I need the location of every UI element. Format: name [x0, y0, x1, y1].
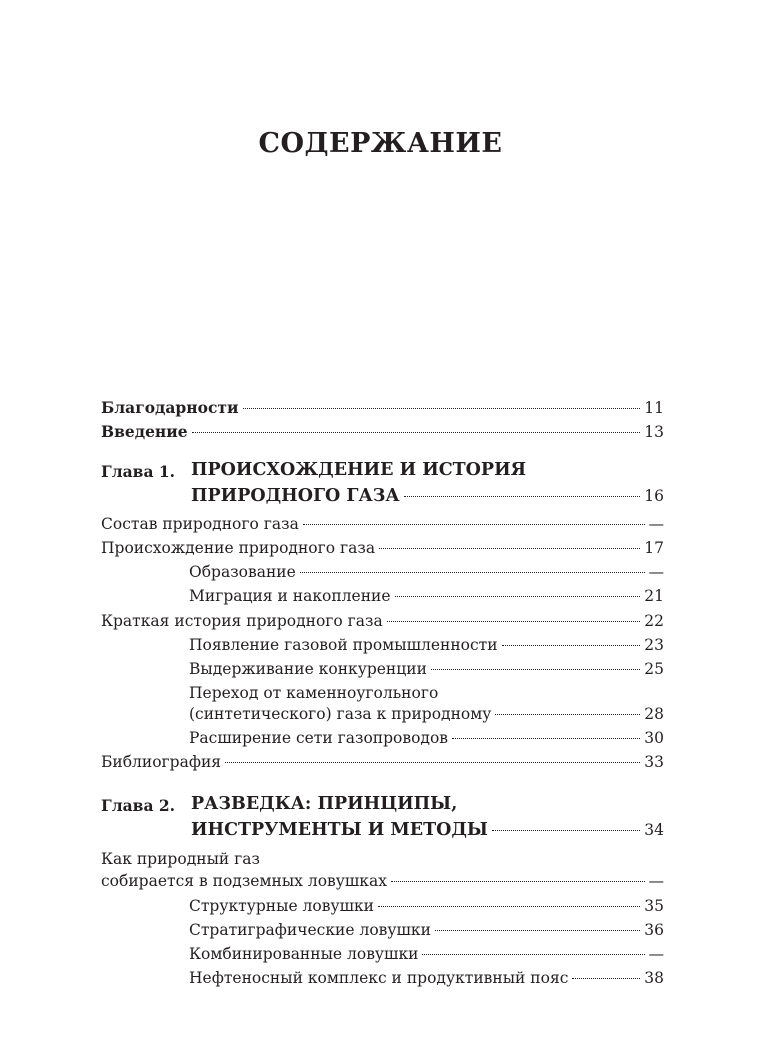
toc-entry-label: Библиография: [101, 753, 222, 771]
toc-entry-label: Введение: [101, 422, 188, 441]
dot-leader: [192, 431, 641, 433]
dot-leader: [572, 977, 640, 979]
toc-subentry[interactable]: [189, 966, 664, 990]
dot-leader: [379, 547, 640, 549]
toc-entry-label: Комбинированные ловушки: [189, 945, 419, 963]
dot-leader: [391, 880, 645, 882]
dot-leader: [225, 761, 640, 763]
toc-entry-label: Структурные ловушки: [189, 897, 375, 915]
dot-leader: [435, 929, 640, 931]
toc-subentry[interactable]: [189, 633, 664, 657]
toc-entry-label: Стратиграфические ловушки: [189, 921, 431, 939]
toc-entry-page: 25: [644, 660, 664, 678]
dot-leader: [378, 905, 640, 907]
toc-entry-chapter-2[interactable]: [191, 818, 664, 842]
toc-entry-label: Расширение сети газопроводов: [189, 729, 449, 747]
dot-leader: [431, 668, 640, 670]
toc-entry-page: —: [648, 563, 664, 581]
toc-entry[interactable]: [101, 536, 664, 560]
toc-entry-label: Миграция и накопление: [189, 587, 391, 605]
toc-entry-label-line: Как природный газ: [101, 850, 260, 868]
toc-subentry[interactable]: [189, 726, 664, 750]
dot-leader: [452, 737, 640, 739]
toc-entry-introduction[interactable]: [101, 420, 664, 444]
toc-subentry[interactable]: [189, 560, 664, 584]
toc-subentry[interactable]: [189, 894, 664, 918]
dot-leader: [502, 644, 641, 646]
toc-entry-page: 16: [644, 487, 664, 505]
toc-entry-label: (синтетического) газа к природному: [189, 705, 492, 723]
toc-entry-page: 13: [644, 423, 664, 441]
toc-entry-label: Краткая история природного газа: [101, 612, 383, 630]
toc-entry-page: 28: [644, 705, 664, 723]
toc-entry-page: —: [648, 945, 664, 963]
chapter-number: Глава 2.: [101, 796, 176, 815]
toc-entry[interactable]: [101, 609, 664, 633]
toc-subentry[interactable]: [189, 657, 664, 681]
dot-leader: [404, 495, 641, 497]
toc-entry-page: 30: [644, 729, 664, 747]
toc-entry-page: 11: [644, 399, 664, 417]
toc-entry-label: Состав природного газа: [101, 515, 299, 533]
chapter-number: Глава 1.: [101, 462, 176, 481]
toc-entry-page: 22: [644, 612, 664, 630]
chapter-title-line: ИНСТРУМЕНТЫ И МЕТОДЫ: [191, 820, 488, 840]
toc-subentry[interactable]: [189, 942, 664, 966]
toc-entry-page: 21: [644, 587, 664, 605]
toc-subentry[interactable]: [189, 918, 664, 942]
dot-leader: [495, 713, 640, 715]
dot-leader: [492, 829, 640, 831]
toc-entry-page: —: [648, 872, 664, 890]
toc-entry[interactable]: [101, 512, 664, 536]
toc-entry[interactable]: [101, 750, 664, 774]
toc-entry-label: Происхождение природного газа: [101, 539, 376, 557]
toc-entry-label: собирается в подземных ловушках: [101, 872, 387, 890]
dot-leader: [395, 595, 641, 597]
toc-entry-acknowledgements[interactable]: [101, 396, 664, 420]
toc-entry-label-line: Переход от каменноугольного: [189, 684, 439, 702]
dot-leader: [422, 953, 644, 955]
dot-leader: [243, 407, 641, 409]
toc-entry-label: Появление газовой промышленности: [189, 636, 498, 654]
toc-entry-page: 38: [644, 969, 664, 987]
toc-entry-label: Образование: [189, 563, 296, 581]
toc-entry-label: Выдерживание конкуренции: [189, 660, 427, 678]
chapter-title-line: ПРОИСХОЖДЕНИЕ И ИСТОРИЯ: [191, 460, 527, 480]
toc-entry-page: —: [648, 515, 664, 533]
toc-subentry[interactable]: [189, 702, 664, 726]
toc-entry-page: 34: [644, 821, 664, 839]
toc-entry-page: 33: [644, 753, 664, 771]
toc-entry-label: Нефтеносный комплекс и продуктивный пояс: [189, 969, 569, 987]
chapter-title-line: РАЗВЕДКА: ПРИНЦИПЫ,: [191, 794, 458, 814]
dot-leader: [303, 523, 645, 525]
toc-subentry[interactable]: [189, 584, 664, 608]
page-title: СОДЕРЖАНИЕ: [258, 128, 503, 159]
toc-entry-page: 23: [644, 636, 664, 654]
toc-entry-chapter-1[interactable]: [191, 484, 664, 508]
chapter-title-line: ПРИРОДНОГО ГАЗА: [191, 486, 400, 506]
toc-entry[interactable]: [101, 869, 664, 893]
toc-entry-label: Благодарности: [101, 398, 239, 417]
toc-entry-page: 35: [644, 897, 664, 915]
toc-entry-page: 17: [644, 539, 664, 557]
dot-leader: [387, 620, 641, 622]
dot-leader: [300, 571, 645, 573]
toc-entry-page: 36: [644, 921, 664, 939]
